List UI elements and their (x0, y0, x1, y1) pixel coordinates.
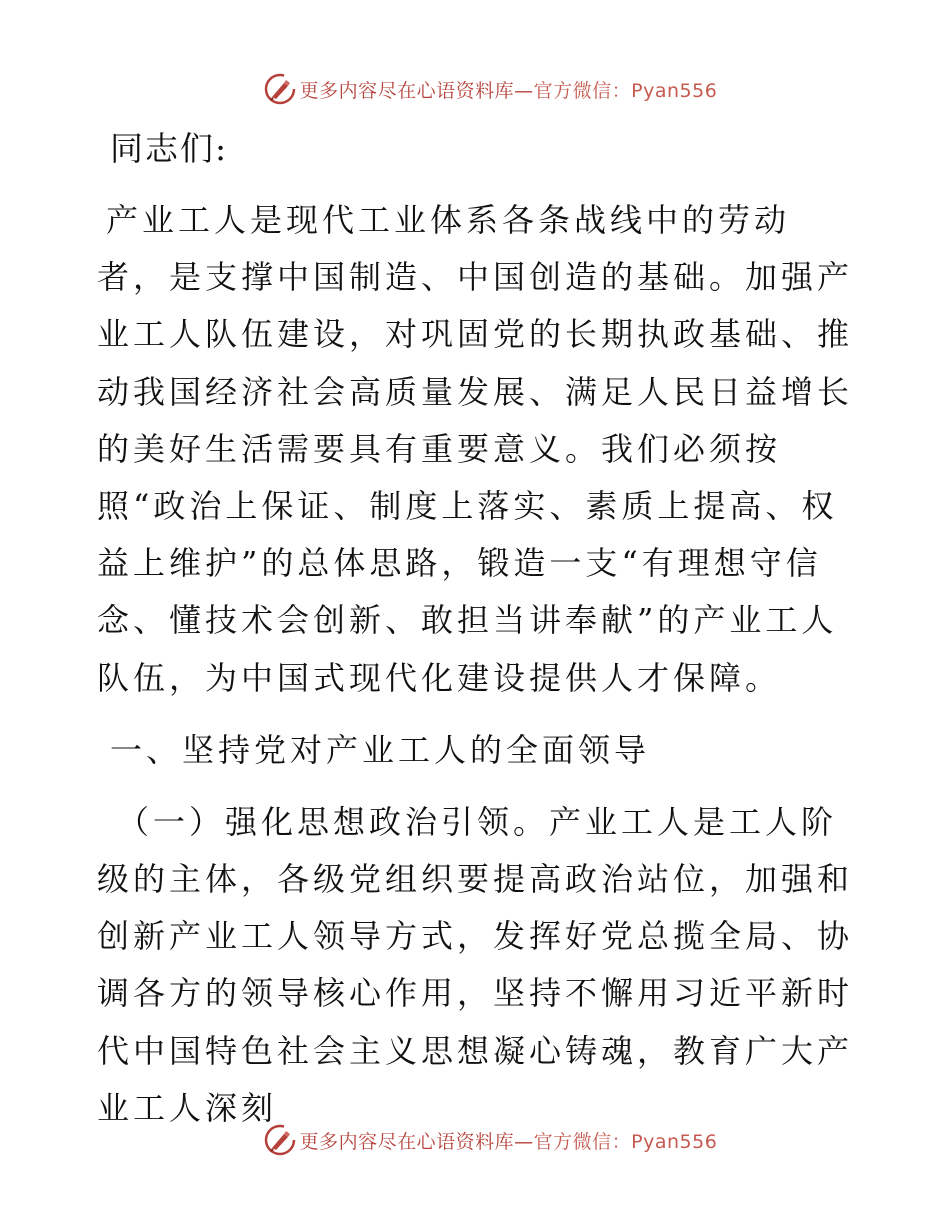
paragraph-section-1-1: （一）强化思想政治引领。产业工人是工人阶级的主体，各级党组织要提高政治站位，加强和创新产业工人领导方式，发挥好党总揽全局、协调各方的领导核心作用，坚持不懈用习近平新时代中国特色社会主义思想凝心铸魂，教育广大产业工人深刻 (97, 802, 854, 1127)
pen-logo-icon (263, 1123, 297, 1157)
paragraph-intro: 产业工人是现代工业体系各条战线中的劳动者，是支撑中国制造、中国创造的基础。加强产业工人队伍建设，对巩固党的长期执政基础、推动我国经济社会高质量发展、满足人民日益增长的美好生活需要具有重要意义。我们必须按照“政治上保证、制度上落实、素质上提高、权益上维护”的总体思路，锻造一支“有理想守信念、懂技术会创新、敢担当讲奉献”的产业工人队伍，为中国式现代化建设提供人才保障。 (97, 201, 854, 697)
pen-logo-icon (263, 72, 297, 106)
greeting: 同志们: (110, 129, 229, 168)
document-body (97, 120, 857, 1137)
watermark-text: 更多内容尽在心语资料库—官方微信：Pyan556 (299, 1130, 718, 1153)
header-watermark (0, 72, 950, 106)
watermark-text: 更多内容尽在心语资料库—官方微信：Pyan556 (299, 79, 718, 102)
footer-watermark (0, 1123, 950, 1157)
section-heading-1: 一、坚持党对产业工人的全面领导 (110, 730, 651, 769)
